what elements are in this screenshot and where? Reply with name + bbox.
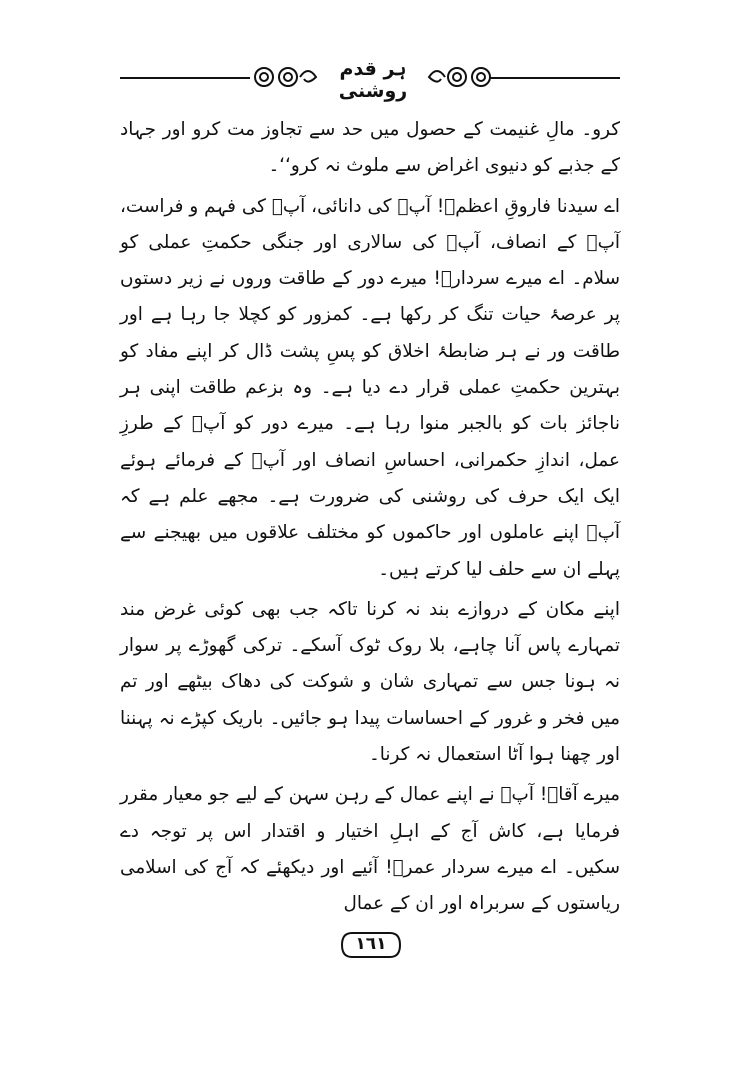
page-body [120,112,620,923]
paragraph: اے سیدنا فاروقِ اعظمؓ! آپؓ کی دانائی، آپؓ کی فہم و فراست، آپؓ کے انصاف، آپؓ کی سالاری اور جنگی حکمتِ عملی کو سلام۔ اے میرے سردارؓ! میرے دور کے طاقت وروں نے زیر دستوں پر عرصۂ حیات تنگ کر رکھا ہے۔ کمزور کو کچلا جا رہا ہے اور طاقت ور نے ہر ضابطۂ اخلاق کو پسِ پشت ڈال کر اپنے مفاد کو بہترین حکمتِ عملی قرار دے دیا ہے۔ وہ بزعم طاقت اپنی ہر ناجائز بات کو بالجبر منوا رہا ہے۔ میرے دور کو آپؓ کے طرزِ عمل، اندازِ حکمرانی، احساسِ انصاف اور آپؓ کے فرمائے ہوئے ایک ایک حرف کی روشنی کی ضرورت ہے۔ مجھے علم ہے کہ آپؓ اپنے عاملوں اور حاکموں کو مختلف علاقوں میں بھیجنے سے پہلے ان سے حلف لیا کرتے ہیں۔ [120,195,620,580]
paragraph: کرو۔ مالِ غنیمت کے حصول میں حد سے تجاوز مت کرو اور جہاد کے جذبے کو دنیوی اغراض سے ملوث نہ کرو‘‘۔ [120,119,620,177]
header-rule-right [490,77,620,79]
header-rule-left [120,77,250,79]
page-number-badge [340,930,402,960]
header-ornament-left [250,58,320,94]
running-header-title: ہر قدم روشنی [338,58,408,102]
header-ornament-right [425,58,495,94]
paragraph: میرے آقاؓ! آپؓ نے اپنے عمال کے رہن سہن کے لیے جو معیار مقرر فرمایا ہے، کاش آج کے اہلِ اختیار و اقتدار اس پر توجہ دے سکیں۔ اے میرے سردار عمرؓ! آئیے اور دیکھئے کہ آج کی اسلامی ریاستوں کے سربراہ اور ان کے عمال [120,784,620,915]
paragraph: اپنے مکان کے دروازے بند نہ کرنا تاکہ جب بھی کوئی غرض مند تمہارے پاس آنا چاہے، بلا روک ٹوک آسکے۔ ترکی گھوڑے پر سوار نہ ہونا جس سے تمہاری شان و شوکت کی دھاک بیٹھے اور تم میں فخر و غرور کے احساسات پیدا ہو جائیں۔ باریک کپڑے نہ پہننا اور چھنا ہوا آٹا استعمال نہ کرنا۔ [120,598,620,766]
page-number: ١٦١ [355,934,387,954]
